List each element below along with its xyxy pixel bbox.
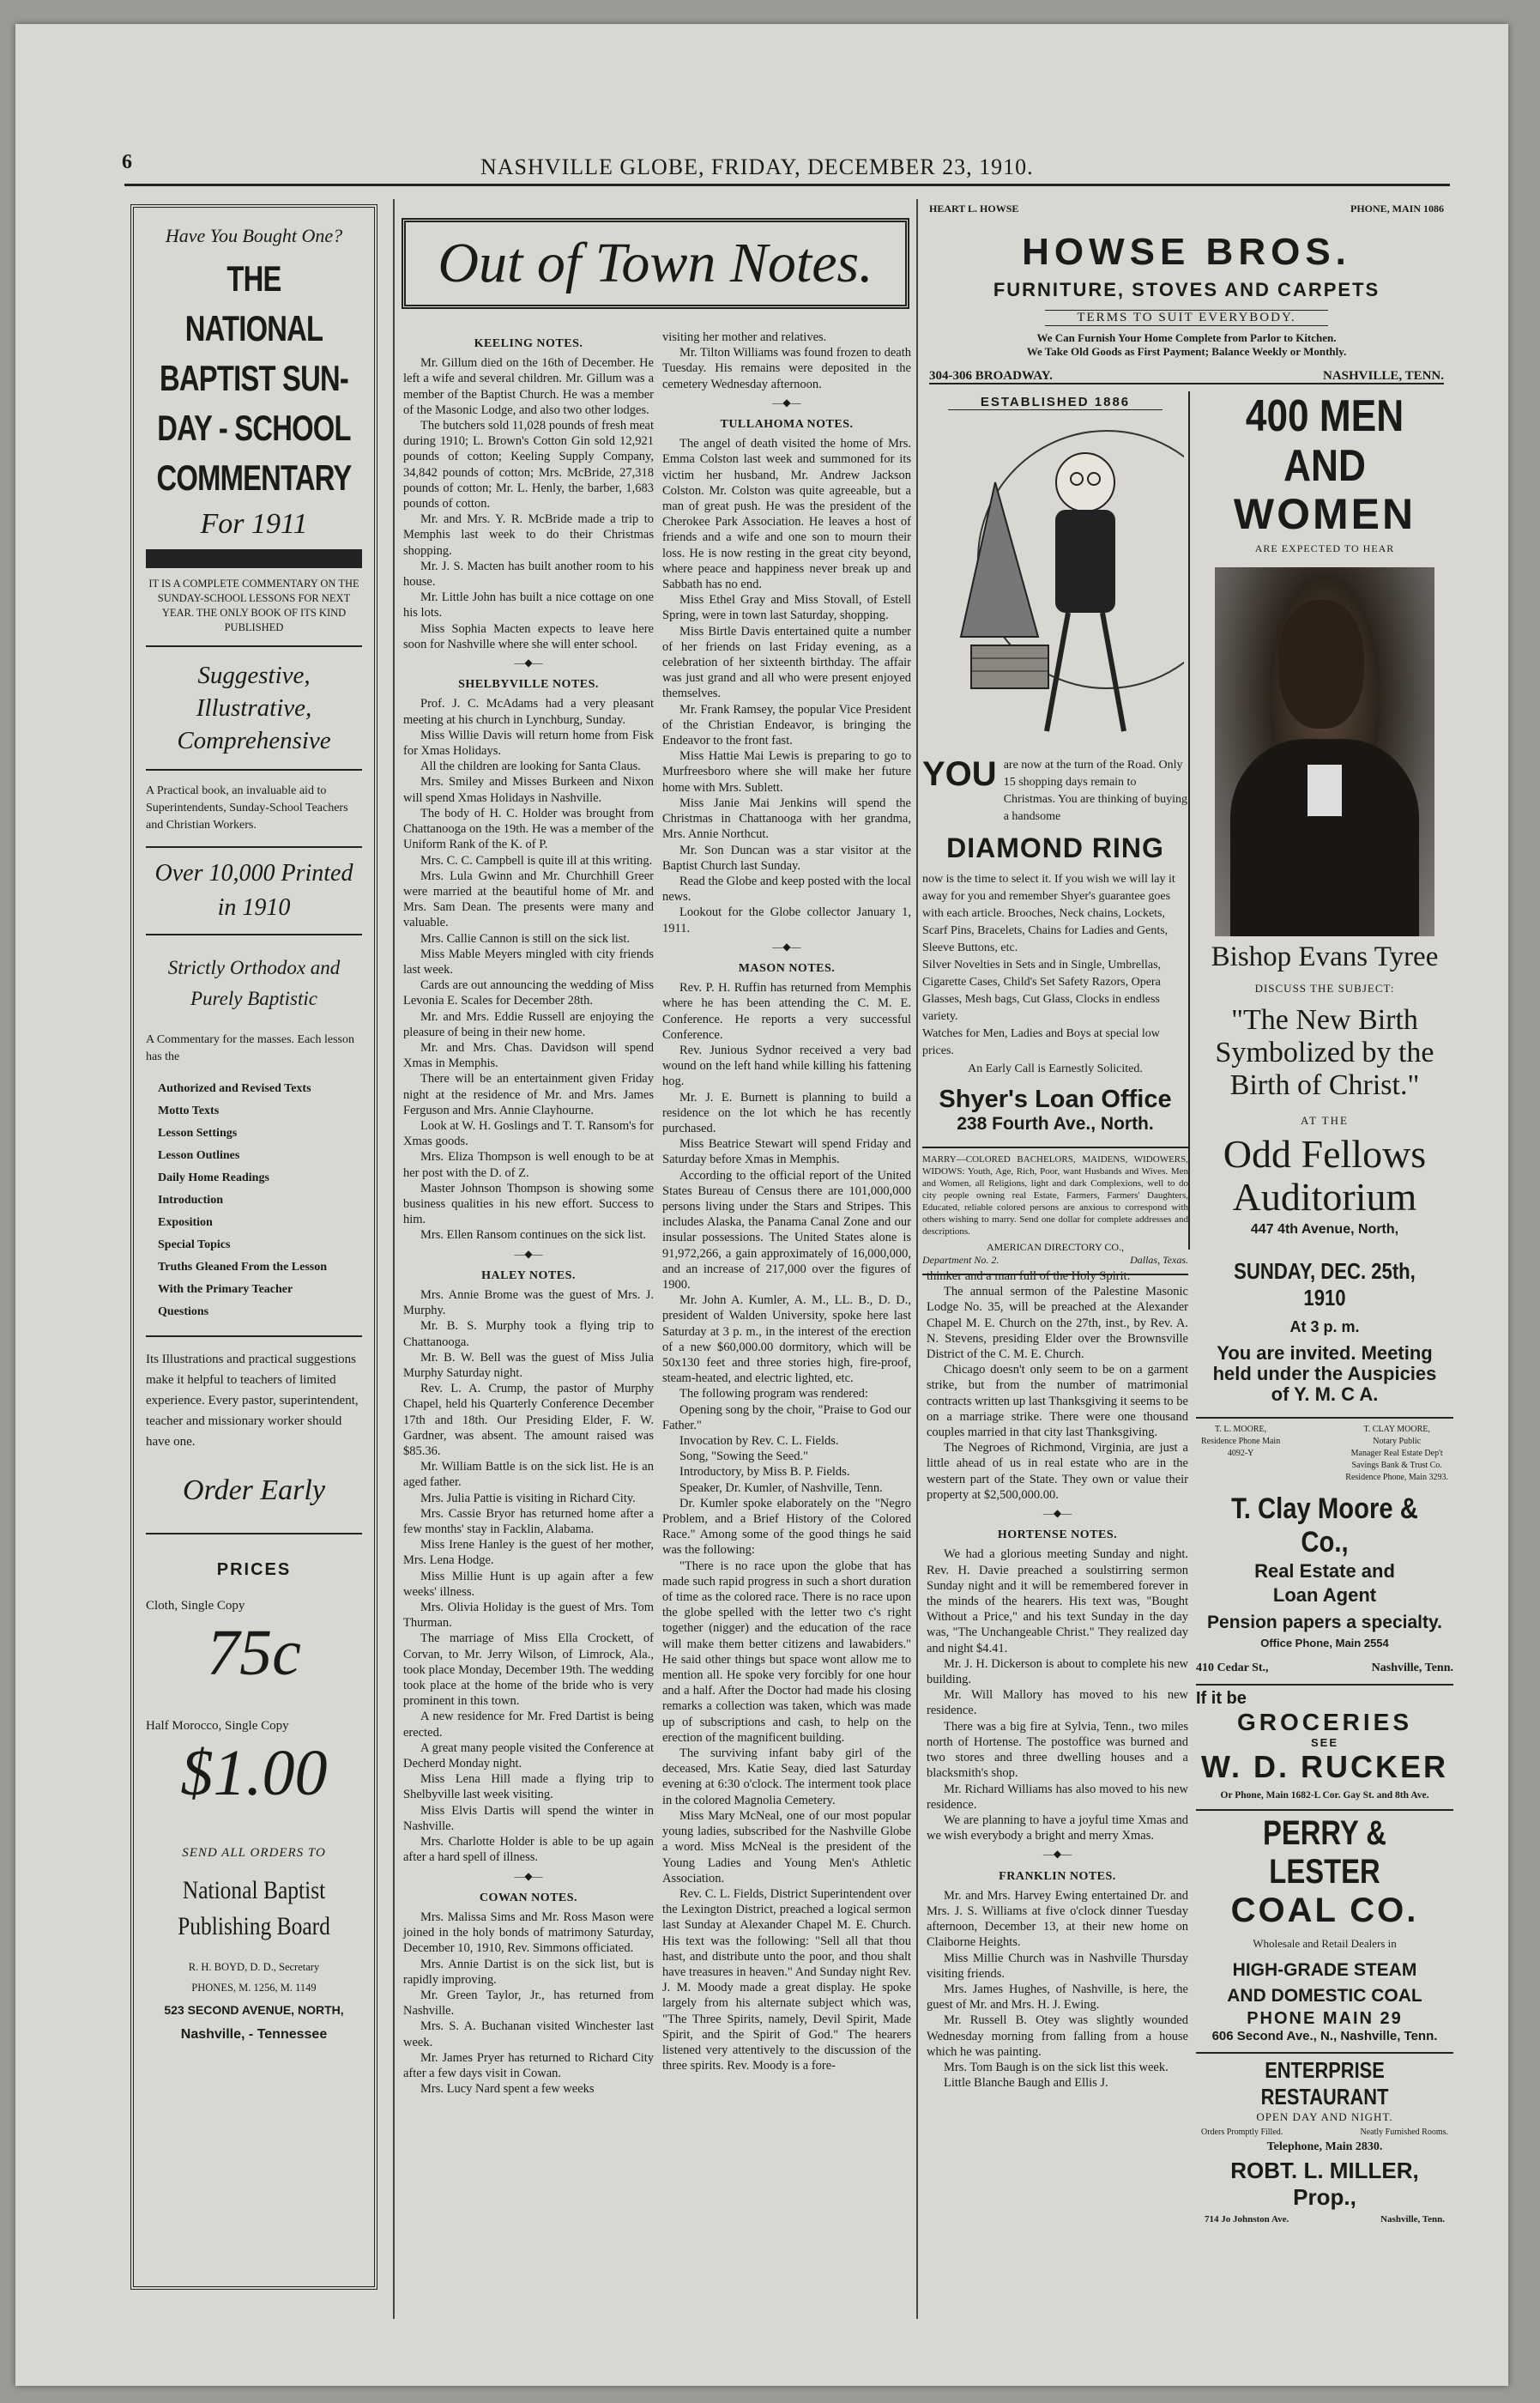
rucker-if: If it be (1196, 1689, 1247, 1708)
howse-address: 304-306 BROADWAY. (929, 369, 1053, 383)
news-paragraph: Miss Mary McNeal, one of our most popular young ladies, subscribed for the Nashville Globe a word. Miss McNeal is the president of the Young Ladies and Young Men's Athletic Association. (662, 1808, 911, 1885)
news-paragraph: Rev. L. A. Crump, the pastor of Murphy Chapel, held his Quarterly Conference December 17th and 18th. Our Presiding Elder, F. W. Gardner, was absent. The amount raised was $85.36. (403, 1382, 654, 1459)
news-paragraph: Mr. John A. Kumler, A. M., LL. B., D. D., president of Walden University, spoke here last Saturday at 3 p. m., in the interest of the erection of a new $60,000.00 dormitory, which will be 50x130 feet and three stories high, fire-proof, steam-heated, and electric lighted, etc. (662, 1293, 911, 1386)
howse-line1: We Can Furnish Your Home Complete from Parlor to Kitchen. (1036, 331, 1337, 344)
news-paragraph: Mr. and Mrs. Y. R. McBride made a trip to Memphis last week to do their Christmas shopping. (403, 512, 654, 558)
news-paragraph: Mr. Son Duncan was a star visitor at the Baptist Church last Sunday. (662, 843, 911, 873)
moore-real-estate: Real Estate and Loan Agent (1254, 1560, 1395, 1606)
news-paragraph: Mrs. Eliza Thompson is well enough to be at her post with the D. of Z. (403, 1150, 654, 1180)
shyer-now: now is the time to select it. If you wish we will lay it away for you and remember Shyer's guarantee goes with each article. Brooches, Neck chains, Lockets, Scarf Pins, Bracelets, Chains for Ladies and Gents, Sleeve Buttons, etc. (922, 873, 1175, 954)
news-paragraph: Lookout for the Globe collector January 1, 1911. (662, 905, 911, 935)
enterprise-city: Nashville, Tenn. (1380, 2214, 1445, 2224)
news-paragraph: Mrs. Charlotte Holder is able to be up again after a hard spell of illness. (403, 1835, 654, 1865)
news-paragraph: Miss Beatrice Stewart will spend Friday and Saturday before Xmas in Memphis. (662, 1137, 911, 1167)
news-paragraph: Mrs. C. C. Campbell is quite ill at this writing. (420, 853, 653, 868)
news-paragraph: Miss Irene Hanley is the guest of her mother, Mrs. Lena Hodge. (403, 1538, 654, 1568)
news-paragraph: According to the official report of the United States Bureau of Census there are 101,000,000 persons living under the Stars and Stripes. This includes Alaska, the Panama Canal Zone and our insular possessions. The United States alone is 91,972,266, a gain approximately of 16,000,000, and an increase of 217,000 over the figures of 1900. (662, 1168, 911, 1292)
news-paragraph: "There is no race upon the globe that has made such rapid progress in such a short duration of time as the colored race. There is no race upon the globe spelled with the letter two c's right together (nigger) and the education of the race will make them better citizens and lawabiders." He said other things but space wont allow me to mention all. He spoke very forcibly for one hour and a half. After the Doctor had made his closing remarks a collection was taken, which was made up of subscriptions and cash, to help on the erection of the magnificent building. (662, 1559, 911, 1745)
ad-order-early: Order Early (183, 1474, 325, 1506)
news-paragraph: The marriage of Miss Ella Crockett, of Corvan, to Mr. Jerry Wilson, of Limrock, Ala., took place Monday, December 19th. The wedding took place at the home of the bride who is very prominent in this town. (403, 1631, 654, 1709)
shyer-silver: Silver Novelties in Sets and in Single, Umbrellas, Cigarette Cases, Child's Set Safety Razors, Opera Glasses, Mesh bags, Cut Glass, Clocks in endless variety. (922, 959, 1162, 1023)
section-ornament: —◆— (514, 1247, 543, 1260)
news-paragraph: Mrs. S. A. Buchanan visited Winchester last week. (403, 2019, 654, 2049)
news-paragraph: Miss Elvis Dartis will spend the winter in Nashville. (403, 1803, 654, 1833)
ad-feature-item: Special Topics (158, 1238, 231, 1251)
tyree-subject: "The New Birth Symbolized by the Birth of Christ." (1215, 1004, 1434, 1101)
news-paragraph: Mr. William Battle is on the sick list. He is an aged father. (403, 1460, 654, 1490)
ad-feature-item: Daily Home Readings (158, 1171, 269, 1184)
shyer-established: ESTABLISHED 1886 (948, 395, 1163, 410)
column-divider (393, 199, 395, 2319)
news-paragraph: Mr. J. E. Burnett is planning to build a residence on the lot which he has recently purchased. (662, 1090, 911, 1135)
news-paragraph: Mrs. Annie Brome was the guest of Mrs. J. Murphy. (403, 1287, 654, 1318)
news-paragraph: Miss Janie Mai Jenkins will spend the Christmas in Chattanooga with her grandma, Mrs. Annie Northcut. (662, 796, 911, 842)
black-bar (146, 549, 362, 568)
commentary-ad (130, 204, 377, 2290)
news-paragraph: Mrs. Annie Dartist is on the sick list, but is rapidly improving. (403, 1957, 654, 1987)
moore-name: T. Clay Moore & Co., (1231, 1492, 1418, 1559)
news-paragraph: Mrs. Callie Cannon is still on the sick list. (420, 931, 631, 946)
rucker-phone: Or Phone, Main 1682-L Cor. Gay St. and 8th Ave. (1220, 1790, 1429, 1801)
moore-address: 410 Cedar St., (1196, 1662, 1269, 1674)
news-paragraph: Mr. Frank Ramsey, the popular Vice President of the Christian Endeavor, is bringing the Endeavor to the front fast. (662, 702, 911, 748)
ad-morocco: Half Morocco, Single Copy (146, 1719, 289, 1733)
news-paragraph: We had a glorious meeting Sunday and night. Rev. H. Davie preached a soulstirring sermon Sunday night and it will be remembered forever in the minds of the hearers. His text was, "Bought Without a Price," and his text Sunday in the day was, "The Unchangeable Christ." They realized day and night $4.41. (927, 1547, 1188, 1655)
ad-printed: Over 10,000 Printed in 1910 (154, 860, 353, 921)
shyer-diamond: DIAMOND RING (946, 832, 1164, 863)
section-ornament: —◆— (772, 396, 801, 409)
news-paragraph: The body of H. C. Holder was brought from Chattanooga on the 19th. He was a member of the Uniform Rank of the K. of P. (403, 806, 654, 852)
section-ornament: —◆— (514, 657, 543, 669)
enterprise-open: OPEN DAY AND NIGHT. (1256, 2110, 1393, 2123)
ad-title-line: COMMENTARY (156, 457, 352, 498)
news-paragraph: Mr. and Mrs. Harvey Ewing entertained Dr. and Mrs. J. S. Williams at five o'clock dinner Tuesday afternoon, December 13, at their new home on Claiborne Heights. (927, 1888, 1188, 1950)
news-section-heading: FRANKLIN NOTES. (999, 1869, 1116, 1883)
perry-name: PERRY & LESTER (1262, 1814, 1386, 1891)
news-paragraph: Miss Willie Davis will return home from Fisk for Xmas Holidays. (403, 728, 654, 759)
ad-prices: PRICES (216, 1560, 292, 1579)
news-paragraph: Mrs. Olivia Holiday is the guest of Mrs. Tom Thurman. (403, 1601, 654, 1631)
news-paragraph: Dr. Kumler spoke elaborately on the "Negro Problem, and a Brief History of the Colored Race." Among some of the good things he said was the following: (662, 1496, 911, 1558)
news-paragraph: Miss Sophia Macten expects to leave here soon for Nashville where she will enter school. (403, 621, 654, 651)
ad-address: 523 SECOND AVENUE, NORTH, (164, 2003, 344, 2017)
bishop-portrait (1215, 567, 1434, 936)
shyer-turn: are now at the turn of the Road. Only 15 shopping days remain to Christmas. You are thinking of buying a handsome (1003, 759, 1187, 823)
news-paragraph: Miss Lena Hill made a flying trip to Shelbyville last week visiting. (403, 1772, 654, 1802)
news-paragraph: Read the Globe and keep posted with the local news. (662, 874, 911, 905)
tyree-bishop: Bishop Evans Tyree (1211, 941, 1439, 972)
news-paragraph: Rev. Junious Sydnor received a very bad wound on the left hand while killing his fattening hog. (662, 1043, 911, 1089)
news-paragraph: Mr. Richard Williams has also moved to his new residence. (927, 1782, 1188, 1812)
news-section-heading: SHELBYVILLE NOTES. (458, 678, 599, 692)
shyer-loan-ad (922, 391, 1190, 1266)
perry-coal: COAL CO. (1230, 1892, 1419, 1929)
news-paragraph: Mr. Gillum died on the 16th of December. He left a wife and several children. Mr. Gillum was a member of the Baptist Church. He was a member of the Masonic Lodge, and also two other lodges. (403, 356, 654, 417)
enterprise-orders: Orders Promptly Filled. (1201, 2128, 1283, 2137)
ad-feature-item: Exposition (158, 1216, 213, 1229)
howse-bros-ad (929, 203, 1444, 384)
news-paragraph: Little Blanche Baugh and Ellis J. (944, 2076, 1108, 2091)
news-paragraph: Mrs. Smiley and Misses Burkeen and Nixon will spend Xmas Holidays in Nashville. (403, 775, 654, 805)
news-paragraph: Mrs. Malissa Sims and Mr. Ross Mason were joined in the holy bonds of matrimony Saturday, December 10, 1910, Rev. Simmons officiated. (403, 1910, 654, 1956)
news-paragraph: All the children are looking for Santa Claus. (420, 760, 641, 774)
ad-feature-item: Questions (158, 1305, 209, 1318)
right-ad-column (1196, 391, 1453, 2224)
ad-cloth-price: 75c (207, 1617, 301, 1689)
news-paragraph: Mrs. Lucy Nard spent a few weeks (420, 2082, 595, 2097)
news-paragraph: Master Johnson Thompson is showing some business qualities in his new effort. Success to him. (403, 1181, 654, 1227)
news-paragraph: The surviving infant baby girl of the deceased, Mrs. Katie Seay, died last Saturday evening at 6:30 o'clock. The interment took place in the colored Magnolia Cemetery. (662, 1746, 911, 1807)
column-divider (916, 199, 918, 2319)
tyree-date: SUNDAY, DEC. 25th, 1910 (1234, 1258, 1416, 1310)
news-paragraph: Mr. Green Taylor, Jr., has returned from Nashville. (403, 1988, 654, 2019)
ad-practical: A Practical book, an invaluable aid to Superintendents, Sunday-School Teachers and Christian Workers. (146, 784, 348, 832)
howse-terms: TERMS TO SUIT EVERYBODY. (1045, 310, 1328, 326)
news-column-2 (662, 330, 911, 2073)
news-paragraph: Mr. Little John has built a nice cottage on one his lots. (403, 590, 654, 620)
news-section-heading: HALEY NOTES. (481, 1268, 576, 1282)
rucker-see: SEE (1310, 1736, 1338, 1749)
moore-city: Nashville, Tenn. (1371, 1662, 1453, 1674)
howse-name: HOWSE BROS. (1022, 231, 1351, 273)
ad-feature-item: Lesson Settings (158, 1127, 238, 1140)
shyer-you: YOU (922, 755, 997, 793)
moore-header: T. L. MOORE, Residence Phone Main 4092-Y T. CLAY MOORE, Notary Public Manager Real Estate Dep't Savings Bank & Trust Co. Residence Phone, Main 3293. (1201, 1425, 1448, 1482)
ad-board: National Baptist Publishing Board (178, 1876, 330, 1940)
ad-cloth: Cloth, Single Copy (146, 1599, 245, 1613)
news-paragraph: There was a big fire at Sylvia, Tenn., two miles north of Hortense. The postoffice was burned and two stores and three dwelling houses and a blacksmith's shop. (927, 1719, 1188, 1781)
news-paragraph: Mr. J. H. Dickerson is about to complete his new building. (927, 1656, 1188, 1687)
masthead: NASHVILLE GLOBE, FRIDAY, DECEMBER 23, 1910. (480, 154, 1034, 179)
ad-feature-item: Truths Gleaned From the Lesson (158, 1261, 328, 1274)
news-section-heading: KEELING NOTES. (474, 337, 583, 350)
news-paragraph: Miss Hattie Mai Lewis is preparing to go to Murfreesboro where she will make her future home with Mrs. Sublett. (662, 749, 911, 795)
news-paragraph: Mr. and Mrs. Eddie Russell are enjoying the pleasure of being in their new home. (403, 1009, 654, 1039)
news-paragraph: Song, "Sowing the Seed." (679, 1450, 808, 1464)
ad-desc: IT IS A COMPLETE COMMENTARY ON THE SUNDAY-SCHOOL LESSONS FOR NEXT YEAR. THE ONLY BOOK OF ITS KIND PUBLISHED (148, 578, 359, 633)
tyree-discuss: DISCUSS THE SUBJECT: (1254, 982, 1395, 995)
shyer-office: Shyer's Loan Office (939, 1086, 1172, 1113)
ad-features (146, 1078, 362, 1323)
ad-send: SEND ALL ORDERS TO (182, 1846, 326, 1860)
ad-feature-item: Authorized and Revised Texts (158, 1082, 311, 1095)
news-paragraph: Mrs. Ellen Ransom continues on the sick list. (420, 1228, 646, 1243)
news-paragraph: Miss Birtle Davis entertained quite a number of her friends on last Friday evening, as a celebration of her sixteenth birthday. The affair was just grand and all who were present enjoyed themselves. (662, 624, 911, 701)
news-paragraph: Mr. and Mrs. Chas. Davidson will spend Xmas in Memphis. (403, 1040, 654, 1071)
perry-highgrade: HIGH-GRADE STEAM AND DOMESTIC COAL (1227, 1960, 1422, 2006)
news-paragraph: A new residence for Mr. Fred Dartist is being erected. (403, 1710, 654, 1740)
news-paragraph: Chicago doesn't only seem to be on a garment strike, but from the number of matrimonial contracts written up last Thanksgiving it seems to be on a marriage strike. There were one thousand couples married in that city last Thanksgiving. (927, 1363, 1188, 1440)
ad-question: Have You Bought One? (165, 225, 343, 246)
tyree-at: AT THE (1301, 1114, 1349, 1127)
news-paragraph: There will be an entertainment given Friday night at the residence of Mr. and Mrs. James Ferguson and Mrs. Annie Clayhourne. (403, 1072, 654, 1117)
news-paragraph: The Negroes of Richmond, Virginia, are just a little ahead of us in real estate who are in the western part of the State. They own or value their property at $2,500,000.00. (927, 1441, 1188, 1502)
howse-goods: FURNITURE, STOVES AND CARPETS (993, 279, 1380, 300)
news-paragraph: The annual sermon of the Palestine Masonic Lodge No. 35, will be preached at the Alexander Chapel M. E. Church on the 27th, inst., by Rev. A. N. Stevens, presiding Elder over the Brownsville District of the C. M. E. Church. (927, 1285, 1188, 1362)
perry-address: 606 Second Ave., N., Nashville, Tenn. (1211, 2029, 1438, 2043)
enterprise-tel: Telephone, Main 2830. (1266, 2140, 1383, 2153)
ad-feature-item: Introduction (158, 1194, 223, 1207)
tyree-address: 447 4th Avenue, North, (1250, 1222, 1399, 1237)
news-paragraph: Mr. Tilton Williams was found frozen to death Tuesday. His remains were deposited in the cemetery Wednesday afternoon. (662, 346, 911, 391)
tyree-headline-1: 400 MEN AND (1245, 391, 1404, 491)
news-section-heading: HORTENSE NOTES. (997, 1528, 1118, 1542)
shyer-watches: Watches for Men, Ladies and Boys at special low prices. (922, 1027, 1160, 1057)
enterprise-prop: ROBT. L. MILLER, Prop., (1230, 2158, 1419, 2210)
news-paragraph: The angel of death visited the home of Mrs. Emma Colston last week and summoned for its victim her husband, Mr. Andrew Jackson Colston. Mr. Colston was quite agreeable, but a man of great push. He was the president of the Cherokee Park Association. He leaves a host of friends and a wife and one son to mourn their loss. He is now resting in the great city beyond, where peace and happiness never break up and Sabbath has no end. (662, 437, 911, 592)
marry-directory: AMERICAN DIRECTORY CO., (986, 1241, 1124, 1253)
page-number: 6 (122, 151, 132, 173)
news-paragraph: Mr. B. W. Bell was the guest of Miss Julia Murphy Saturday night. (403, 1350, 654, 1380)
section-ornament: —◆— (1042, 1848, 1072, 1861)
ad-title-line: THE NATIONAL (184, 258, 323, 348)
news-paragraph: Miss Millie Church was in Nashville Thursday visiting friends. (927, 1951, 1188, 1981)
moore-pension: Pension papers a specialty. (1207, 1613, 1442, 1632)
ad-feature-item: With the Primary Teacher (158, 1283, 293, 1296)
tyree-time: At 3 p. m. (1289, 1318, 1360, 1335)
news-paragraph: We are planning to have a joyful time Xmas and we wish everybody a bright and merry Xmas. (927, 1813, 1188, 1843)
section-title: Out of Town Notes. (402, 218, 909, 309)
news-column-3 (927, 1268, 1188, 2091)
howse-corner: HEART L. HOWSE (929, 203, 1019, 215)
news-paragraph: Mrs. Lula Gwinn and Mr. Churchhill Greer were married at the beautiful home of Mr. and Mrs. Sam Dean. The presents were many and valuable. (403, 869, 654, 930)
news-paragraph: Prof. J. C. McAdams had a very pleasant meeting at his church in Lynchburg, Sunday. (403, 697, 654, 727)
news-paragraph: Mr. James Pryer has returned to Richard City after a few days visit in Cowan. (403, 2050, 654, 2080)
shyer-address: 238 Fourth Ave., North. (957, 1114, 1154, 1134)
section-ornament: —◆— (514, 1869, 543, 1882)
ad-phones: PHONES, M. 1256, M. 1149 (191, 1982, 317, 1994)
news-section-heading: COWAN NOTES. (479, 1891, 578, 1904)
news-paragraph: Mr. B. S. Murphy took a flying trip to Chattanooga. (403, 1319, 654, 1349)
news-paragraph: Cards are out announcing the wedding of Miss Levonia E. Scales for December 28th. (403, 978, 654, 1008)
news-paragraph: Mrs. Cassie Bryor has returned home after a few months' stay in Facklin, Alabama. (403, 1506, 654, 1537)
news-paragraph: visiting her mother and relatives. (662, 330, 827, 344)
news-paragraph: Mr. Russell B. Otey was slightly wounded Wednesday morning from falling from a house which he was painting. (927, 2013, 1188, 2059)
shyer-early: An Early Call is Earnestly Solicited. (968, 1062, 1143, 1075)
news-paragraph: Mrs. Julia Pattie is visiting in Richard City. (420, 1491, 636, 1505)
marry-dept: Department No. 2. (922, 1254, 999, 1266)
section-ornament: —◆— (1042, 1507, 1072, 1520)
santa-tree-illustration (927, 414, 1184, 757)
rucker-groceries: GROCERIES (1236, 1709, 1413, 1735)
news-paragraph: Miss Millie Hunt is up again after a few weeks' illness. (403, 1569, 654, 1599)
tyree-headline-2: WOMEN (1233, 490, 1416, 538)
tyree-expected: ARE EXPECTED TO HEAR (1254, 542, 1395, 554)
news-paragraph: Miss Ethel Gray and Miss Stovall, of Estell Spring, were in town last Saturday, shopping. (662, 593, 911, 623)
howse-phone: PHONE, MAIN 1086 (1350, 203, 1444, 215)
news-paragraph: A great many people visited the Conference at Decherd Monday night. (403, 1740, 654, 1771)
ad-title-line: DAY - SCHOOL (157, 408, 351, 448)
news-paragraph: The butchers sold 11,028 pounds of fresh meat during 1910; L. Brown's Cotton Gin sold 12,921 pounds of cotton; Keeling Supply Company, 34,842 pounds of cotton; Mrs. McBride, 27,318 pounds of cotton; Mr. L. Henly, the barber, 1,683 pounds of cotton. (403, 419, 654, 511)
ad-morocco-price: $1.00 (180, 1737, 328, 1809)
news-section-heading: TULLAHOMA NOTES. (720, 418, 854, 432)
ad-orthodox: Strictly Orthodox and Purely Baptistic (167, 957, 341, 1009)
marry-dallas: Dallas, Texas. (1130, 1254, 1188, 1266)
tyree-invited: You are invited. Meeting held under the Auspicies of Y. M. C A. (1212, 1342, 1437, 1405)
enterprise-name: ENTERPRISE RESTAURANT (1260, 2057, 1389, 2109)
section-ornament: —◆— (772, 940, 801, 953)
ad-title (129, 254, 379, 503)
ad-feature-item: Motto Texts (158, 1105, 220, 1117)
news-paragraph: Mr. J. S. Macten has built another room to his house. (403, 559, 654, 590)
news-paragraph: The following program was rendered: (679, 1387, 868, 1401)
marry-ad: MARRY—COLORED BACHELORS, MAIDENS, WIDOWERS, WIDOWS: Youth, Age, Rich, Poor, want Husbands and Wives. Men and Women, all Religions, light and dark Complexions, well to do city people owning real Estate, Farmers, Farmers' Daughters, Educated, reliable colored persons are anxious to correspond with others wishing to marry. Send one dollar for complete addresses and descriptions. (922, 1154, 1188, 1237)
news-paragraph: thinker and a man full of the Holy Spirit. (927, 1269, 1131, 1283)
ad-masses: A Commentary for the masses. Each lesson has the (146, 1033, 355, 1063)
ad-year: For 1911 (200, 508, 308, 540)
tyree-hall: Odd Fellows Auditorium (1223, 1132, 1427, 1219)
news-paragraph: Introductory, by Miss B. P. Fields. (679, 1465, 850, 1480)
ad-title-line: BAPTIST SUN- (160, 358, 348, 398)
enterprise-address: 714 Jo Johnston Ave. (1205, 2214, 1289, 2224)
moore-phone: Office Phone, Main 2554 (1260, 1637, 1389, 1649)
enterprise-rooms: Neatly Furnished Rooms. (1360, 2128, 1448, 2137)
news-paragraph: Opening song by the choir, "Praise to God our Father." (662, 1402, 911, 1432)
rucker-name: W. D. RUCKER (1201, 1749, 1448, 1784)
perry-wholesale: Wholesale and Retail Dealers in (1253, 1937, 1397, 1950)
news-column-1 (403, 330, 654, 2097)
news-paragraph: Speaker, Dr. Kumler, of Nashville, Tenn. (679, 1480, 883, 1495)
news-paragraph: Rev. P. H. Ruffin has returned from Memphis where he has been attending the C. M. E. Conference. He reports a very successful Conference. (662, 981, 911, 1042)
news-paragraph: Look at W. H. Goslings and T. T. Ransom's for Xmas goods. (403, 1118, 654, 1149)
news-section-heading: MASON NOTES. (738, 961, 836, 975)
news-paragraph: Invocation by Rev. C. L. Fields. (679, 1434, 839, 1449)
ad-boyd: R. H. BOYD, D. D., Secretary (188, 1961, 320, 1973)
masthead-rule (124, 184, 1450, 186)
news-paragraph: Mrs. James Hughes, of Nashville, is here, the guest of Mr. and Mrs. H. J. Ewing. (927, 1982, 1188, 2013)
perry-phone: PHONE MAIN 29 (1247, 2009, 1403, 2028)
news-paragraph: Miss Mable Meyers mingled with city friends last week. (403, 947, 654, 977)
ad-feature-item: Lesson Outlines (158, 1149, 240, 1162)
howse-city: NASHVILLE, TENN. (1322, 369, 1444, 383)
news-paragraph: Mrs. Tom Baugh is on the sick list this week. (944, 2060, 1169, 2074)
howse-line2: We Take Old Goods as First Payment; Balance Weekly or Monthly. (1026, 345, 1347, 358)
ad-illustrations: Its Illustrations and practical suggestions make it helpful to teachers of limited experience. Every pastor, superintendent, teacher and missionary worker should have one. (146, 1353, 359, 1449)
news-paragraph: Rev. C. L. Fields, District Superintendent over the Lexington District, preached a logical sermon last Sunday at Alexander Chapel M. E. Church. His text was the following: "Sell all that thou hast, and distribute unto the poor, and thou shalt have treasures in heaven." And Sunday night Rev. J. M. Moody made a great display. He spoke largely from his alternate subject which was, "The Three Spirits, namely, Devil Spirit, Made Spirit, and the Spirit of God." The hearers listened very attentively to the discussion of the three spirits. Rev. Moody is a fore- (662, 1886, 911, 2073)
news-paragraph: Mr. Will Mallory has moved to his new residence. (927, 1688, 1188, 1718)
ad-city: Nashville, - Tennessee (180, 2027, 328, 2042)
ad-tagline: Suggestive, Illustrative, Comprehensive (177, 662, 331, 754)
